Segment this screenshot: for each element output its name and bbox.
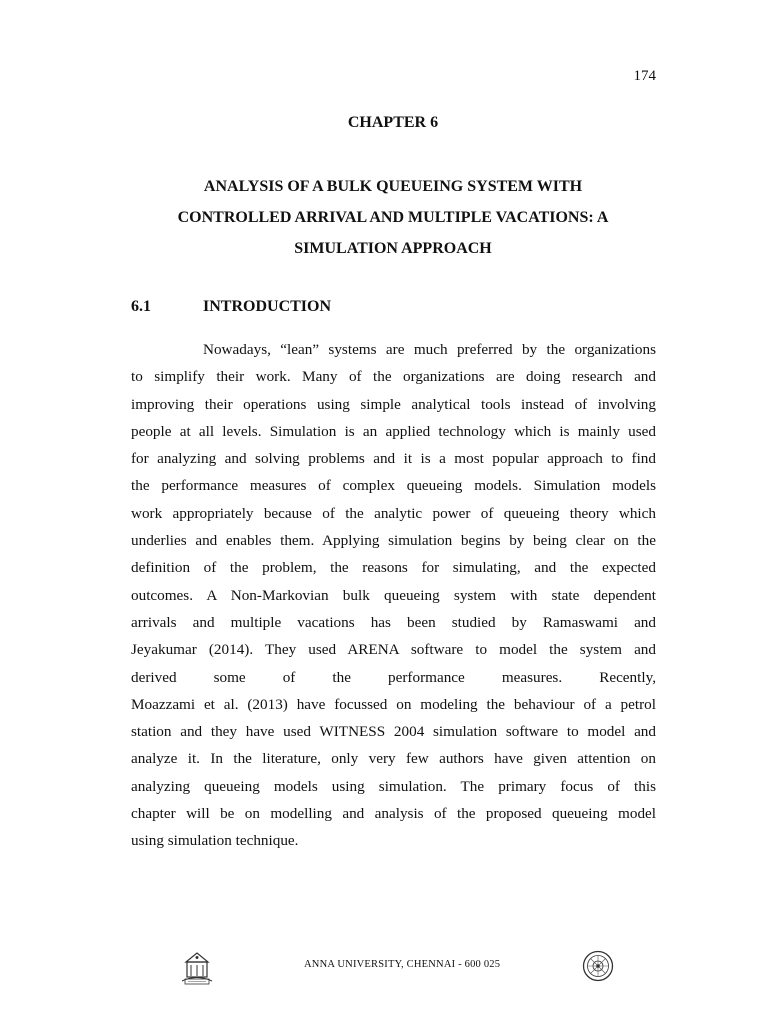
paragraph-line: work appropriately because of the analytic power of queueing theory which [131,504,656,522]
footer [178,944,614,988]
paragraph-line: derived some of the performance measures. Recently, [131,668,656,686]
paragraph-line: chapter will be on modelling and analysis of the proposed queueing model [131,805,656,823]
paragraph-line: improving their operations using simple analytical tools instead of involving [131,395,656,413]
paragraph-line: analyzing queueing models using simulation. The primary focus of this [131,777,656,795]
paragraph-line: analyze it. In the literature, only very few authors have given attention on [131,750,656,768]
page-number: 174 [633,68,656,84]
chapter-label: CHAPTER 6 [347,114,439,131]
introduction-paragraph [131,336,656,855]
paragraph-line: people at all levels. Simulation is an applied technology which is mainly used [131,422,656,440]
paragraph-line: Moazzami et al. (2013) have focussed on modeling the behaviour of a petrol [131,695,656,713]
paragraph-line: for analyzing and solving problems and it is a most popular approach to find [131,450,656,468]
paragraph-line: Jeyakumar (2014). They used ARENA software to model the system and [131,641,656,659]
section-heading [131,298,656,316]
university-seal-icon [582,950,614,987]
footer-text: ANNA UNIVERSITY, CHENNAI - 600 025 [304,959,501,970]
section-number: 6.1 [131,298,151,315]
chapter-title-line: ANALYSIS OF A BULK QUEUEING SYSTEM WITH [203,178,583,195]
paragraph-line: the performance measures of complex queueing models. Simulation models [131,477,656,495]
paragraph-line: station and they have used WITNESS 2004 simulation software to model and [131,723,656,741]
paragraph-line: to simplify their work. Many of the organizations are doing research and [131,368,656,386]
paragraph-line: Nowadays, “lean” systems are much preferred by the organizations [203,341,656,358]
chapter-title [100,173,686,266]
anna-university-logo-icon [178,948,216,991]
chapter-title-line: CONTROLLED ARRIVAL AND MULTIPLE VACATIONS: A [177,209,609,226]
paragraph-line: underlies and enables them. Applying simulation begins by being clear on the [131,532,656,550]
paragraph-line: using simulation technique. [131,832,299,850]
paragraph-line: outcomes. A Non-Markovian bulk queueing system with state dependent [131,586,656,604]
chapter-title-line: SIMULATION APPROACH [294,240,492,257]
paragraph-line: definition of the problem, the reasons for simulating, and the expected [131,559,656,577]
paragraph-line: arrivals and multiple vacations has been studied by Ramaswami and [131,613,656,631]
section-title: INTRODUCTION [203,298,332,315]
